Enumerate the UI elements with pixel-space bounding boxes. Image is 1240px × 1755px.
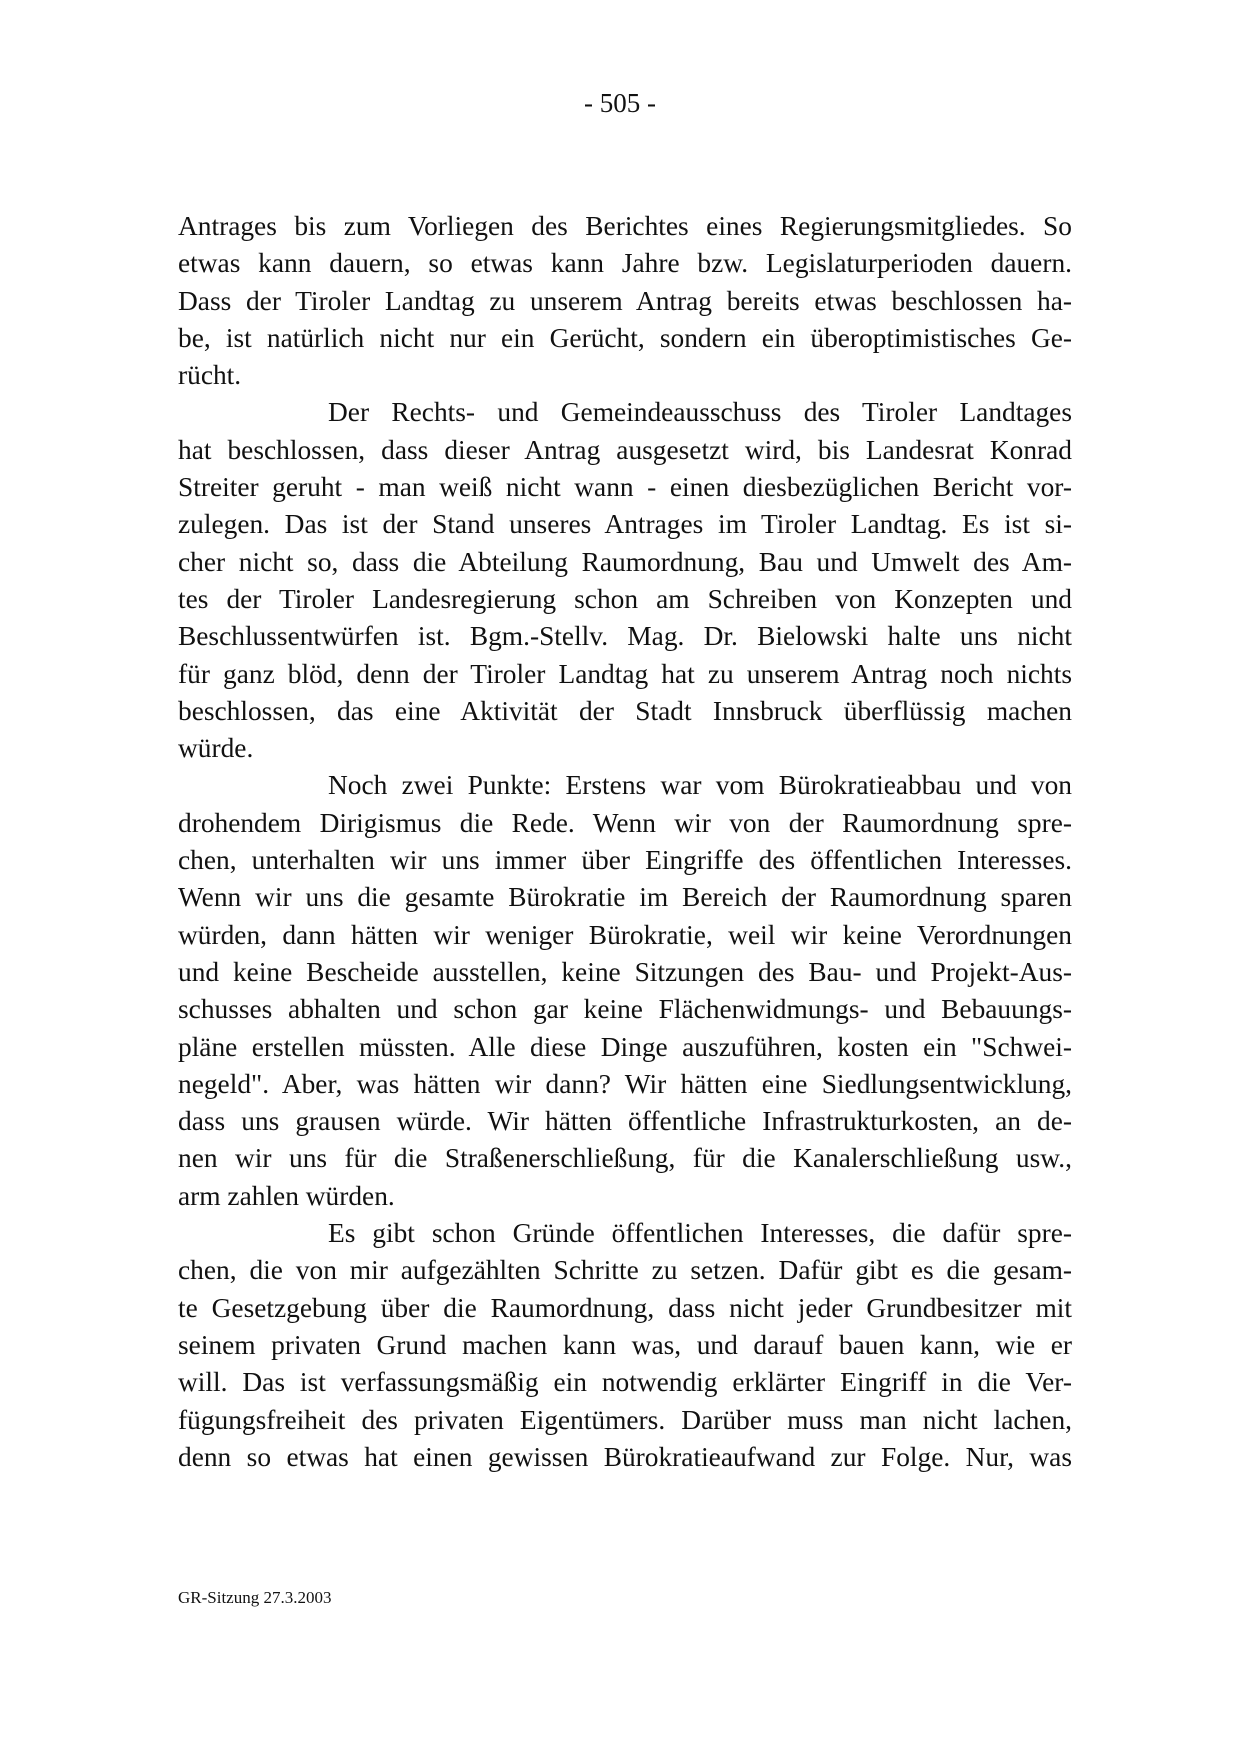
text-line: nen wir uns für die Straßenerschließung, für die Kanalerschließung usw., — [178, 1143, 1072, 1174]
paragraph — [178, 394, 1072, 767]
text-line: Der Rechts- und Gemeindeausschuss des Tiroler Landtages — [328, 397, 1072, 428]
text-line: fügungsfreiheit des privaten Eigentümers. Darüber muss man nicht lachen, — [178, 1404, 1072, 1435]
text-line: Streiter geruht - man weiß nicht wann - einen diesbezüglichen Bericht vor- — [178, 472, 1072, 503]
text-line: pläne erstellen müssten. Alle diese Dinge auszuführen, kosten ein "Schwei- — [178, 1031, 1072, 1062]
text-line: te Gesetzgebung über die Raumordnung, dass nicht jeder Grundbesitzer mit — [178, 1292, 1072, 1323]
text-line: will. Das ist verfassungsmäßig ein notwendig erklärter Eingriff in die Ver- — [178, 1367, 1072, 1398]
text-line: be, ist natürlich nicht nur ein Gerücht, sondern ein überoptimistisches Ge- — [178, 322, 1072, 353]
page-number: - 505 - — [584, 88, 656, 118]
text-line: seinem privaten Grund machen kann was, und darauf bauen kann, wie er — [178, 1329, 1072, 1360]
text-line: arm zahlen würden. — [178, 1180, 395, 1211]
text-line: schusses abhalten und schon gar keine Flächenwidmungs- und Bebauungs- — [178, 994, 1072, 1025]
text-line: für ganz blöd, denn der Tiroler Landtag hat zu unserem Antrag noch nichts — [178, 658, 1072, 689]
text-line: Dass der Tiroler Landtag zu unserem Antrag bereits etwas beschlossen ha- — [178, 285, 1072, 316]
paragraph — [178, 208, 1072, 394]
text-line: zulegen. Das ist der Stand unseres Antrages im Tiroler Landtag. Es ist si- — [178, 509, 1072, 540]
body-text — [178, 208, 1072, 1476]
paragraph — [178, 1215, 1072, 1476]
text-line: würde. — [178, 733, 254, 764]
text-line: cher nicht so, dass die Abteilung Raumordnung, Bau und Umwelt des Am- — [178, 546, 1072, 577]
text-line: rücht. — [178, 360, 242, 391]
text-line: Beschlussentwürfen ist. Bgm.-Stellv. Mag. Dr. Bielowski halte uns nicht — [178, 621, 1072, 652]
text-line: denn so etwas hat einen gewissen Bürokratieaufwand zur Folge. Nur, was — [178, 1441, 1072, 1472]
paragraph — [178, 767, 1072, 1215]
text-line: Antrages bis zum Vorliegen des Berichtes eines Regierungsmitgliedes. So — [178, 211, 1072, 241]
text-line: chen, unterhalten wir uns immer über Eingriffe des öffentlichen Interesses. — [178, 845, 1072, 876]
text-line: Es gibt schon Gründe öffentlichen Interesses, die dafür spre- — [328, 1218, 1072, 1249]
text-line: Noch zwei Punkte: Erstens war vom Bürokratieabbau und von — [328, 770, 1072, 801]
text-line: dass uns grausen würde. Wir hätten öffentliche Infrastrukturkosten, an de- — [178, 1106, 1072, 1137]
text-line: hat beschlossen, dass dieser Antrag ausgesetzt wird, bis Landesrat Konrad — [178, 434, 1072, 465]
text-line: drohendem Dirigismus die Rede. Wenn wir von der Raumordnung spre- — [178, 807, 1072, 838]
text-line: und keine Bescheide ausstellen, keine Sitzungen des Bau- und Projekt-Aus- — [178, 956, 1072, 987]
text-line: Wenn wir uns die gesamte Bürokratie im Bereich der Raumordnung sparen — [178, 882, 1072, 913]
text-line: tes der Tiroler Landesregierung schon am Schreiben von Konzepten und — [178, 583, 1072, 614]
text-line: würden, dann hätten wir weniger Bürokratie, weil wir keine Verordnungen — [178, 919, 1072, 950]
text-line: etwas kann dauern, so etwas kann Jahre bzw. Legislaturperioden dauern. — [178, 248, 1072, 279]
text-line: beschlossen, das eine Aktivität der Stadt Innsbruck überflüssig machen — [178, 695, 1072, 726]
text-line: chen, die von mir aufgezählten Schritte zu setzen. Dafür gibt es die gesam- — [178, 1255, 1072, 1286]
footer: GR-Sitzung 27.3.2003 — [178, 1588, 332, 1607]
text-line: negeld". Aber, was hätten wir dann? Wir hätten eine Siedlungsentwicklung, — [178, 1068, 1072, 1099]
